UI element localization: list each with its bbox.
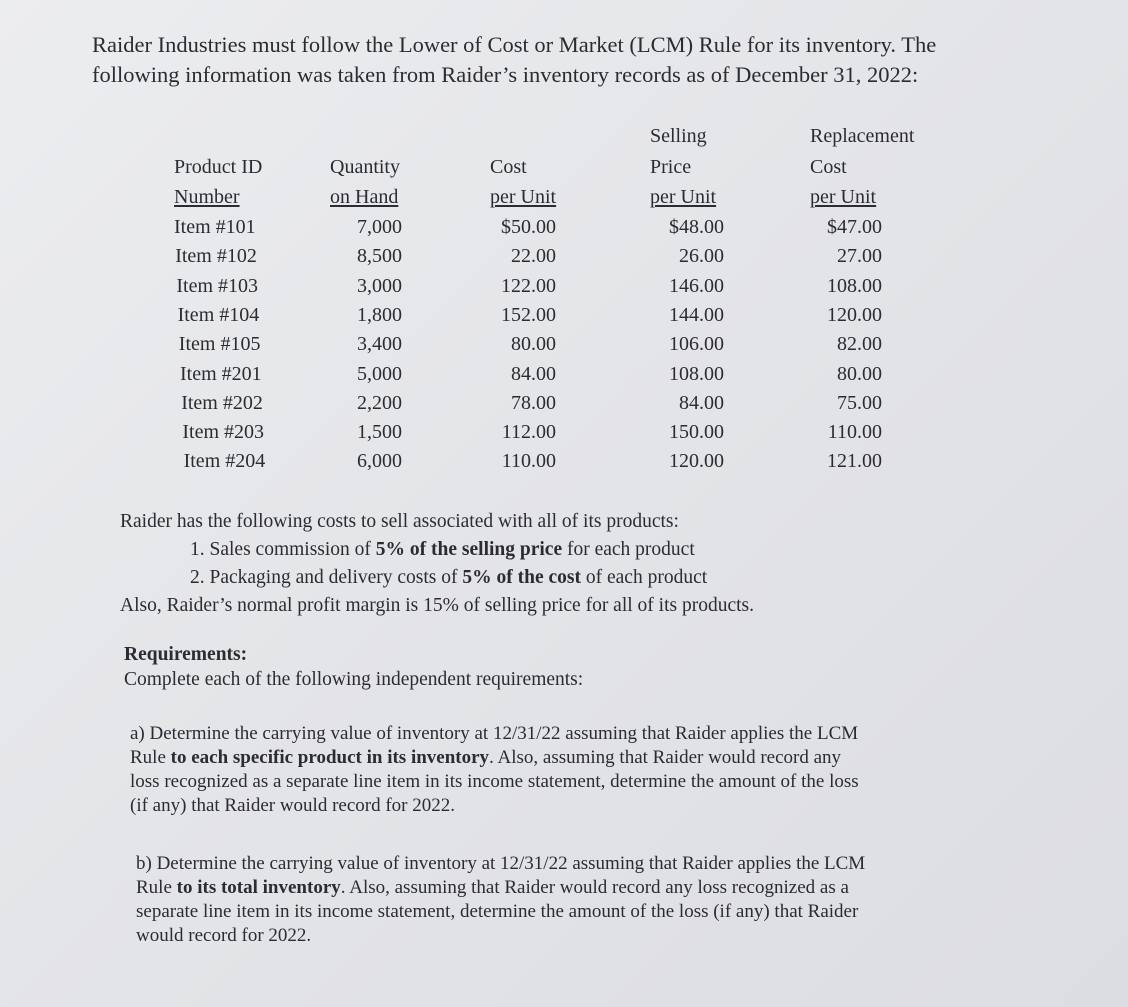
cell-selling-price: 144.00 (669, 303, 724, 326)
header-replacement-per-unit: per Unit (810, 186, 877, 208)
requirement-b-bold: to its total inventory (176, 877, 341, 898)
header-number: Number (174, 186, 240, 208)
requirement-b (136, 852, 865, 948)
cell-product-id: Item #101 (174, 216, 256, 238)
cell-product-id: Item #203 (182, 421, 265, 444)
cell-quantity: 8,500 (357, 245, 402, 268)
cell-replacement-cost: 108.00 (827, 274, 882, 297)
cell-selling-price: 26.00 (679, 245, 724, 268)
costs-profit-margin: Also, Raider’s normal profit margin is 15% of selling price for all of its products. (120, 595, 754, 616)
cell-replacement-cost: 27.00 (837, 245, 882, 268)
cell-product-id: Item #204 (183, 450, 266, 473)
requirements-subtitle: Complete each of the following independent requirements: (124, 669, 584, 690)
header-price: Price (650, 156, 692, 178)
requirements-title: Requirements: (124, 644, 248, 665)
intro-paragraph (92, 30, 1052, 90)
cell-replacement-cost: 80.00 (837, 362, 882, 385)
header-replacement-cost: Cost (810, 156, 847, 178)
cell-replacement-cost: 82.00 (837, 333, 882, 356)
cell-selling-price: 146.00 (669, 274, 724, 297)
header-product-id: Product ID (174, 156, 263, 178)
header-cost-per-unit: per Unit (490, 186, 557, 208)
requirement-a-line-4: (if any) that Raider would record for 2022. (130, 795, 456, 816)
cell-product-id: Item #201 (180, 362, 262, 385)
costs-item-1-end: for each product (562, 539, 695, 560)
cell-cost: 110.00 (501, 450, 556, 473)
requirement-a-line-2-start: Rule (130, 747, 171, 768)
cell-cost: 112.00 (501, 421, 556, 444)
cell-selling-price: 150.00 (669, 421, 724, 444)
requirement-a (130, 722, 859, 818)
cell-quantity: 5,000 (357, 362, 402, 385)
cell-product-id: Item #105 (178, 333, 261, 356)
cell-quantity: 2,200 (357, 391, 402, 414)
requirement-a-line-3: loss recognized as a separate line item in its income statement, determine the amount of the loss (130, 771, 859, 792)
cell-quantity: 3,000 (357, 274, 402, 297)
cell-cost: 152.00 (501, 303, 556, 326)
requirement-b-line-2-start: Rule (136, 877, 177, 898)
requirement-a-line-2 (130, 746, 859, 770)
cell-quantity: 7,000 (357, 216, 402, 238)
cell-cost: 78.00 (511, 391, 556, 414)
requirement-b-line-2 (136, 876, 865, 900)
cell-selling-price: 120.00 (669, 450, 724, 473)
cell-replacement-cost: 120.00 (827, 303, 882, 326)
costs-item-1-text: 1. Sales commission of (190, 539, 376, 560)
requirement-b-line-3: separate line item in its income statement, determine the amount of the loss (if any) that Raider (136, 901, 859, 922)
header-replacement: Replacement (810, 125, 915, 147)
cell-cost: 122.00 (501, 274, 556, 297)
requirement-a-line-1: a) Determine the carrying value of inventory at 12/31/22 assuming that Raider applies the LCM (130, 723, 859, 744)
cell-selling-price: 84.00 (679, 391, 724, 414)
cell-cost: 22.00 (511, 245, 556, 268)
cell-cost: 80.00 (511, 333, 556, 356)
cell-cost: 84.00 (511, 362, 556, 385)
cell-quantity: 6,000 (357, 450, 402, 473)
header-cost: Cost (490, 156, 527, 178)
cell-selling-price: 108.00 (669, 362, 724, 385)
intro-line-1: Raider Industries must follow the Lower of Cost or Market (LCM) Rule for its inventory. The (92, 32, 937, 57)
requirement-b-line-4: would record for 2022. (136, 925, 312, 946)
cell-cost: $50.00 (501, 216, 556, 238)
costs-item-2-text: 2. Packaging and delivery costs of (190, 567, 463, 588)
cell-quantity: 1,800 (357, 303, 402, 326)
requirements-block (124, 642, 583, 692)
cell-replacement-cost: 121.00 (827, 450, 882, 473)
costs-item-1-bold: 5% of the selling price (375, 539, 563, 560)
header-selling: Selling (650, 125, 707, 147)
header-quantity: Quantity (330, 156, 400, 178)
requirement-a-line-2-end: . Also, assuming that Raider would record any (489, 747, 842, 768)
cell-replacement-cost: 75.00 (837, 391, 882, 414)
costs-item-2 (120, 564, 754, 592)
costs-item-1 (120, 536, 754, 564)
cell-selling-price: 106.00 (669, 333, 724, 356)
cell-quantity: 1,500 (357, 421, 402, 444)
requirement-b-line-2-end: . Also, assuming that Raider would record any loss recognized as a (340, 877, 849, 898)
requirement-a-bold: to each specific product in its inventory (170, 747, 490, 768)
costs-item-2-end: of each product (581, 567, 708, 588)
selling-costs-block (120, 508, 754, 620)
header-on-hand: on Hand (330, 186, 399, 208)
costs-lead: Raider has the following costs to sell associated with all of its products: (120, 511, 679, 532)
intro-line-2: following information was taken from Raider’s inventory records as of December 31, 2022: (92, 62, 919, 87)
cell-product-id: Item #202 (181, 391, 263, 414)
header-selling-per-unit: per Unit (650, 186, 717, 208)
cell-selling-price: $48.00 (669, 216, 724, 238)
cell-replacement-cost: 110.00 (827, 421, 882, 444)
cell-product-id: Item #102 (175, 245, 257, 268)
costs-item-2-bold: 5% of the cost (462, 567, 581, 588)
requirement-b-line-1: b) Determine the carrying value of inventory at 12/31/22 assuming that Raider applies the LCM (136, 853, 866, 874)
cell-replacement-cost: $47.00 (827, 216, 882, 238)
cell-quantity: 3,400 (357, 333, 402, 356)
cell-product-id: Item #103 (176, 274, 259, 297)
cell-product-id: Item #104 (177, 303, 260, 326)
